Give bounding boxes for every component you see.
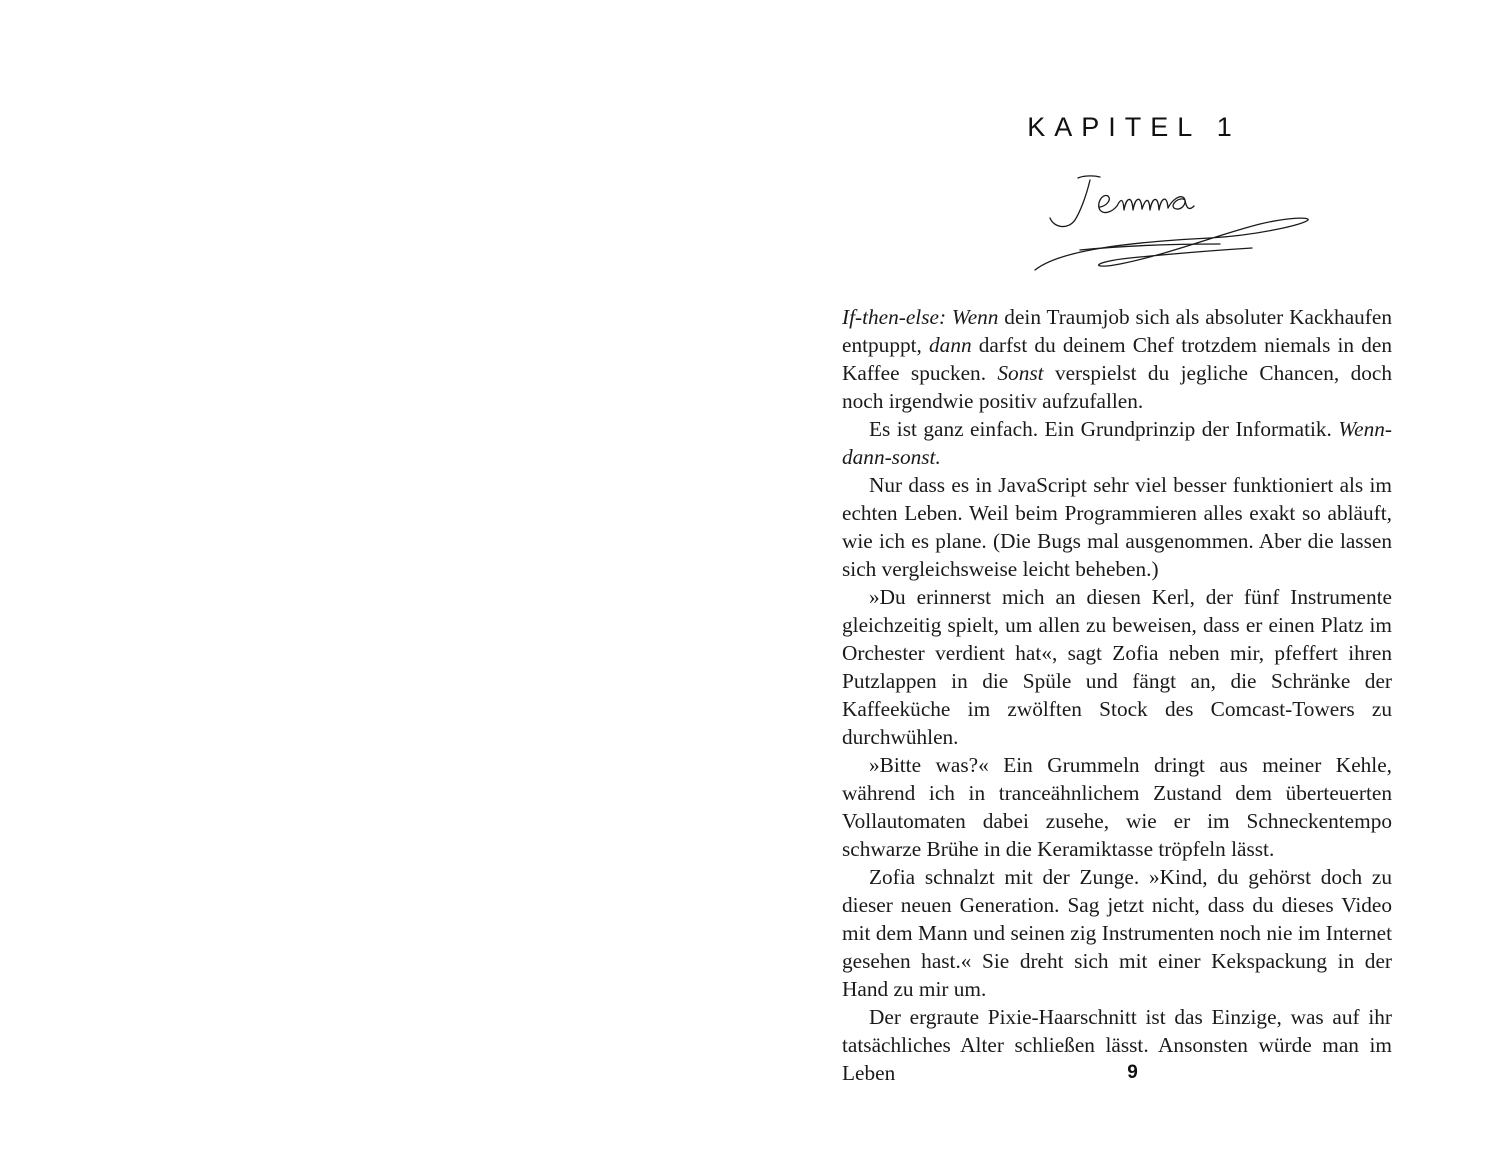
paragraph-6 bbox=[842, 863, 1392, 1003]
paragraph-2-seg-0: Es ist ganz einfach. Ein Grundprinzip der Informatik. bbox=[869, 417, 1339, 441]
paragraph-1-seg-5: verspielst du jegliche Chancen, doch noch irgendwie positiv aufzufallen. bbox=[842, 361, 1392, 413]
paragraph-4 bbox=[842, 583, 1392, 751]
paragraph-1-seg-1: dein Traumjob sich als absoluter Kackhaufen entpuppt, bbox=[842, 305, 1392, 357]
paragraph-6-seg-0: Zofia schnalzt mit der Zunge. »Kind, du gehörst doch zu dieser neuen Generation. Sag jetzt nicht, dass du dieses Video mit dem Mann und seinen zig Instrumenten noch nie im Internet gesehen hast.« Sie dreht sich mit einer Kekspackung in der Hand zu mir um. bbox=[842, 865, 1392, 1001]
paragraph-5 bbox=[842, 751, 1392, 863]
paragraph-1-seg-4: Sonst bbox=[997, 361, 1044, 385]
paragraph-3-seg-0: Nur dass es in JavaScript sehr viel besser funktioniert als im echten Leben. Weil beim Programmieren alles exakt so abläuft, wie ich es plane. (Die Bugs mal ausgenommen. Aber die lassen sich vergleichsweise leicht beheben.) bbox=[842, 473, 1392, 581]
chapter-signature-jemma bbox=[1020, 162, 1320, 282]
right-page bbox=[750, 0, 1500, 1167]
page-number: 9 bbox=[1127, 1062, 1138, 1083]
paragraph-1-seg-0: If-then-else: Wenn bbox=[842, 305, 999, 329]
paragraph-1 bbox=[842, 303, 1392, 415]
paragraph-1-seg-2: dann bbox=[929, 333, 972, 357]
chapter-body-text bbox=[842, 303, 1392, 1087]
paragraph-2 bbox=[842, 415, 1392, 471]
chapter-heading: KAPITEL 1 bbox=[1027, 112, 1241, 142]
paragraph-2-seg-1: Wenn-dann-sonst. bbox=[842, 417, 1392, 469]
paragraph-7-seg-0: Der ergraute Pixie-Haarschnitt ist das Einzige, was auf ihr tatsächliches Alter schließen lässt. Ansonsten würde man im Leben bbox=[842, 1005, 1392, 1085]
paragraph-3 bbox=[842, 471, 1392, 583]
paragraph-1-seg-3: darfst du deinem Chef trotzdem niemals in den Kaffee spucken. bbox=[842, 333, 1392, 385]
paragraph-4-seg-0: »Du erinnerst mich an diesen Kerl, der fünf Instrumente gleichzeitig spielt, um allen zu beweisen, dass er einen Platz im Orchester verdient hat«, sagt Zofia neben mir, pfeffert ihren Putzlappen in die Spüle und fängt an, die Schränke der Kaffeeküche im zwölften Stock des Comcast-Towers zu durchwühlen. bbox=[842, 585, 1392, 749]
paragraph-5-seg-0: »Bitte was?« Ein Grummeln dringt aus meiner Kehle, während ich in tranceähnlichem Zustand dem überteuerten Vollautomaten dabei zusehe, wie er im Schneckentempo schwarze Brühe in die Keramiktasse tröpfeln lässt. bbox=[842, 753, 1392, 861]
